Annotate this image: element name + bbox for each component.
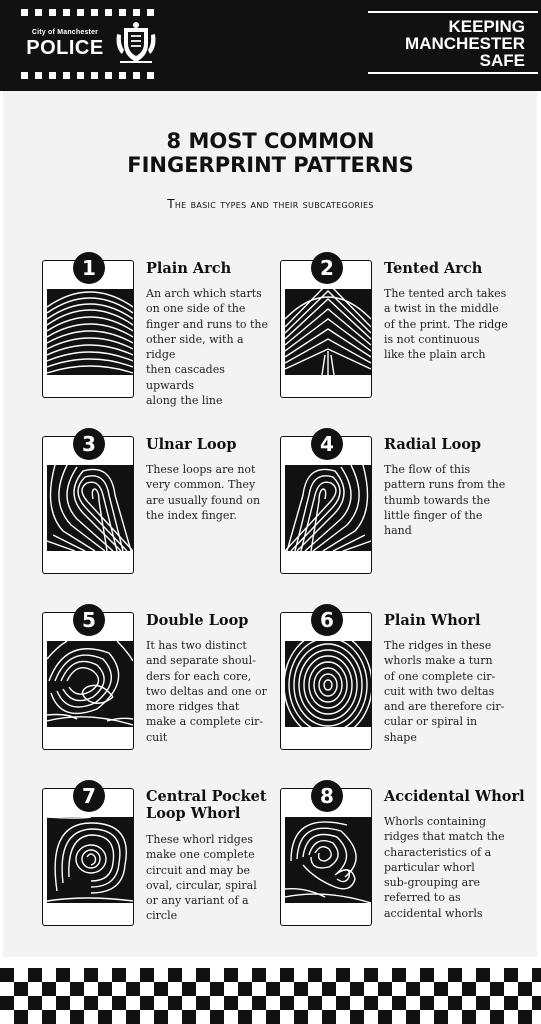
pattern-description: The tented arch takes a twist in the middle of the print. The ridge is not continuous like the plain arch (384, 287, 508, 362)
pattern-name: Plain Arch (146, 260, 232, 277)
pattern-description: An arch which starts on one side of the finger and runs to the other side, with a ridge then cascades upwards along the line (146, 287, 269, 408)
checkered-band-bottom (14, 72, 154, 79)
pattern-tented-arch (280, 252, 530, 397)
pattern-plain-whorl (280, 604, 530, 749)
double-loop-fingerprint-icon (47, 641, 133, 727)
pattern-description: The ridges in these whorls make a turn of one complete cir- cuit with two deltas and are therefore cir- cular or spiral in shape (384, 639, 505, 744)
pattern-number-badge: 7 (73, 780, 105, 812)
pattern-number-badge: 2 (311, 252, 343, 284)
checkered-band-top (14, 9, 154, 16)
plain-whorl-fingerprint-icon (285, 641, 371, 727)
pattern-number-badge: 6 (311, 604, 343, 636)
tagline: KEEPING MANCHESTER SAFE (405, 17, 525, 70)
pattern-number-badge: 4 (311, 428, 343, 460)
pattern-double-loop (42, 604, 292, 749)
pattern-name: Tented Arch (384, 260, 483, 277)
pattern-name: Plain Whorl (384, 612, 481, 629)
pattern-description: It has two distinct and separate shoul- ders for each core, two deltas and one or more ridges that make a complete cir- cuit (146, 639, 267, 744)
pattern-radial-loop (280, 428, 530, 573)
pattern-name: Ulnar Loop (146, 436, 237, 453)
pattern-name: Double Loop (146, 612, 249, 629)
crest-icon (113, 20, 159, 66)
pattern-number-badge: 8 (311, 780, 343, 812)
city-of-manchester-label: City of Manchester (31, 29, 99, 36)
ulnar-loop-fingerprint-icon (47, 465, 133, 551)
pattern-central-pocket-loop-whorl (42, 780, 292, 925)
tagline-box (368, 11, 538, 74)
pattern-accidental-whorl (280, 780, 530, 925)
pattern-plain-arch (42, 252, 292, 408)
pattern-description: Whorls containing ridges that match the characteristics of a particular whorl sub-grouping are referred to as accidental whorls (384, 815, 505, 920)
radial-loop-fingerprint-icon (285, 465, 371, 551)
pattern-number-badge: 5 (73, 604, 105, 636)
accidental-whorl-fingerprint-icon (285, 817, 371, 903)
central-pocket-loop-whorl-fingerprint-icon (47, 817, 133, 903)
page-title: 8 MOST COMMON FINGERPRINT PATTERNS (127, 129, 414, 177)
pattern-description: These whorl ridges make one complete circuit and may be oval, circular, spiral or any variant of a circle (146, 833, 257, 923)
pattern-number-badge: 3 (73, 428, 105, 460)
pattern-ulnar-loop (42, 428, 292, 573)
tented-arch-fingerprint-icon (285, 289, 371, 375)
pattern-name: Accidental Whorl (384, 788, 525, 805)
pattern-description: These loops are not very common. They are usually found on the index finger. (146, 463, 261, 522)
pattern-name: Radial Loop (384, 436, 482, 453)
pattern-description: The flow of this pattern runs from the thumb towards the little finger of the hand (384, 463, 506, 538)
police-label: POLICE (26, 37, 104, 59)
checkered-footer-band (0, 968, 541, 1024)
page-subtitle: The basic types and their subcategories (167, 197, 374, 211)
header (0, 0, 541, 91)
pattern-number-badge: 1 (73, 252, 105, 284)
plain-arch-fingerprint-icon (47, 289, 133, 375)
pattern-name: Central Pocket Loop Whorl (146, 788, 267, 822)
